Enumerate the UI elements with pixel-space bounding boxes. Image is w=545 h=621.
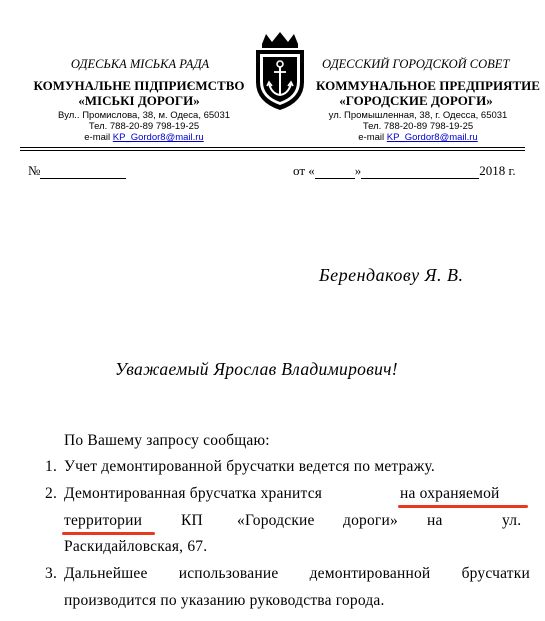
day-blank — [315, 178, 355, 179]
right-org-name: КОММУНАЛЬНОЕ ПРЕДПРИЯТИЕ — [316, 78, 540, 93]
reference-number — [28, 163, 126, 179]
right-council-name: ОДЕССКИЙ ГОРОДСКОЙ СОВЕТ — [322, 57, 510, 71]
year: 2018 г. — [479, 163, 516, 178]
addressee: Берендакову Я. В. — [319, 265, 464, 285]
item-2-line1-a: Демонтированная брусчатка хранится — [64, 485, 323, 502]
item-1-number: 1. — [45, 458, 58, 475]
header-rule-bottom — [20, 150, 525, 151]
item-3-line2: производится по указанию руководства города. — [64, 592, 385, 609]
item-2-line2-a: территории — [64, 512, 143, 529]
item-2-line2-e: на — [427, 512, 443, 529]
right-address: ул. Промышленная, 38, г. Одесса, 65031 — [328, 110, 508, 121]
item-2-line2-c: «Городские — [237, 512, 315, 529]
left-email-line — [44, 132, 244, 143]
greeting: Уважаемый Ярослав Владимирович! — [115, 359, 398, 379]
item-3-number: 3. — [45, 565, 58, 582]
number-blank — [40, 178, 126, 179]
highlight-underline-2 — [62, 532, 155, 535]
header-rule-top — [20, 147, 525, 148]
left-org-name: КОМУНАЛЬНЕ ПІДПРИЄМСТВО — [33, 78, 245, 93]
item-2-line3: Раскидайловская, 67. — [64, 538, 208, 555]
right-org-name-quoted: «ГОРОДСКИЕ ДОРОГИ» — [339, 93, 493, 108]
highlight-underline-1 — [398, 505, 528, 508]
intro-text: По Вашему запросу сообщаю: — [64, 432, 270, 449]
date-mid: » — [354, 163, 362, 178]
left-phone: Тел. 788-20-89 798-19-25 — [88, 121, 200, 132]
item-3-line1: Дальнейшее использование демонтированной брусчатки — [64, 565, 530, 582]
item-2-line2-d: дороги» — [343, 512, 398, 529]
date-prefix: от « — [293, 163, 315, 178]
right-email-line — [318, 132, 518, 143]
odesa-coat-of-arms-icon — [248, 30, 312, 112]
right-phone: Тел. 788-20-89 798-19-25 — [362, 121, 474, 132]
left-email-label: e-mail — [84, 132, 111, 143]
number-label: № — [28, 163, 41, 178]
left-email-link[interactable]: KP_Gordor8@mail.ru — [112, 132, 204, 143]
item-2-line2-f: ул. — [502, 512, 522, 529]
item-1-text: Учет демонтированной брусчатки ведется по метражу. — [64, 458, 435, 475]
reference-date — [293, 163, 516, 179]
item-2-number: 2. — [45, 485, 58, 502]
right-email-link[interactable]: KP_Gordor8@mail.ru — [386, 132, 478, 143]
month-blank — [361, 178, 479, 179]
left-org-name-quoted: «МІСЬКІ ДОРОГИ» — [78, 93, 200, 108]
item-2-line1-b: на охраняемой — [400, 485, 500, 502]
left-council-name: ОДЕСЬКА МІСЬКА РАДА — [70, 57, 210, 71]
left-address: Вул.. Промислова, 38, м. Одеса, 65031 — [57, 110, 231, 121]
right-email-label: e-mail — [358, 132, 385, 143]
item-2-line2-b: КП — [181, 512, 203, 529]
